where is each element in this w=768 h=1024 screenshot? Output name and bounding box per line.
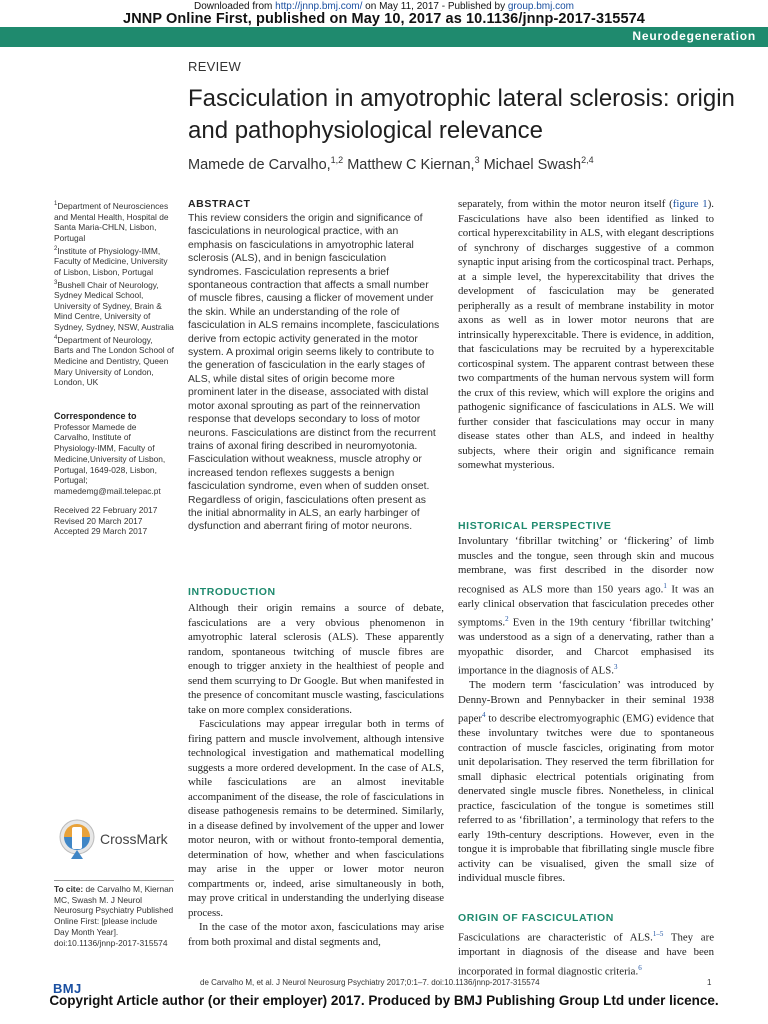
crossmark-icon	[58, 818, 96, 862]
origin-heading: ORIGIN OF FASCICULATION	[458, 912, 614, 924]
received-date: Received 22 February 2017	[54, 505, 158, 515]
abstract-text: This review considers the origin and significance of fasciculations in neurological practice, with an emphasis on fasciculations in amyotrophic lateral sclerosis (ALS), and in benign fasciculation syndromes. Fasciculation represents a brief spontaneous contraction that affects a small number of muscle fibres, causing a flicker of movement under the skin. While an understanding of the role of fasciculation in ALS remains incomplete, fasciculations derive from ectopic activity generated in the motor system. A proximal origin seems likely to contribute to the generation of fasciculation in the early stages of ALS, while distal sites of origin become more prominent later in the disease, associated with distal motor axonal sprouting as part of the reinnervation response that develops secondary to loss of motor neurons. Fasciculations are distinct from the recurrent trains of axonal firing described in neuromyotonia. Fasciculation without weakness, muscle atrophy or increased tendon reflexes suggests a benign fasciculation syndrome, even when of sudden onset. Regardless of origin, fasciculations often present as the initial abnormality in ALS, an early harbinger of dysfunction and aberrant firing of motor neurons.	[188, 213, 440, 533]
ref-4-link[interactable]: 4	[481, 711, 486, 720]
crossmark-label: CrossMark	[100, 831, 168, 847]
affiliation-2: $^2$Institute of Physiology-IMM, Faculty of Medicine, University of Lisbon, Lisbon, Portugal	[54, 245, 168, 277]
affiliation-1: $^1$Department of Neurosciences and Mental Health, Hospital de Santa Maria-CHLN, Lisbon, Portugal	[54, 200, 169, 243]
introduction-body	[188, 601, 444, 949]
accepted-date: Accepted 29 March 2017	[54, 526, 148, 537]
intro-continued-paragraph: separately, from within the motor neuron itself (figure 1). Fasciculations have also been identified as linked to cortical hyperexcitability in ALS, with elegant descriptions of synchrony of discharges suggestive of a common synaptic input arising from the corticospinal tract. Perhaps, at a simple level, the hyperexcitability that drives the development of fasciculation may be generated peripherally as a result of membrane instability in motor axons as well as in lower motor neurons that are intrinsically hyperexcitable. There is evidence, in addition, that fasciculations may be recruited by a hyperexcitable corticospinal system. The apparent contrast between these two compartments of the human nervous system will form the crux of this review, which will explore the origins and pathogenic significance of fasciculations in ALS. We will further consider that fasciculations may occur in many disease states other than ALS, and indeed in healthy subjects, where their origin and significance remain somewhat mysterious.	[458, 198, 714, 471]
section-label: Neurodegeneration	[632, 29, 756, 43]
download-middle: on May 11, 2017 - Published by	[362, 1, 508, 12]
origin-body	[458, 926, 714, 979]
cite-text: de Carvalho M, Kiernan MC, Swash M. J Neurol Neurosurg Psychiatry Published Online First: [please include Day Month Year]. doi:10.1136/jnnp-2017-315574	[54, 884, 174, 948]
citation-box	[54, 880, 174, 948]
historical-body	[458, 534, 714, 886]
correspondence-title: Correspondence to	[54, 411, 137, 421]
ref-3-link[interactable]: 3	[613, 663, 618, 672]
correspondence	[54, 411, 174, 497]
introduction-paragraph-1: Although their origin remains a source of debate, fasciculations are a very obvious phenomenon in amyotrophic lateral sclerosis (ALS). These apparently random, spontaneous twitching of muscle fibres are enough to trigger anxiety in the healthiest of people and send them scurrying to Dr Google. But when manifested in the presence of concomitant muscle wasting, fasciculations take on more complex considerations.	[188, 602, 444, 716]
affiliation-4: $^4$Department of Neurology, Barts and The London School of Medicine and Dentistry, Queen Mary University of London, London, UK	[54, 334, 174, 388]
abstract-heading: ABSTRACT	[188, 198, 251, 210]
affiliation-3: $^3$Bushell Chair of Neurology, Sydney Medical School, University of Sydney, Brain & Mind Centre, University of Sydney, Sydney, NSW, Australia	[54, 279, 174, 333]
figure-1-link[interactable]: figure 1	[672, 198, 708, 210]
revised-date: Revised 20 March 2017	[54, 515, 143, 526]
ref-2-link[interactable]: 2	[505, 615, 509, 624]
author-list: Mamede de Carvalho,$^{1,2}$ Matthew C Kiernan,$^3$ Michael Swash$^{2,4}$	[188, 155, 594, 173]
article-title: Fasciculation in amyotrophic lateral sclerosis: origin and pathophysiological relevance	[188, 85, 735, 144]
cite-label: To cite:	[54, 884, 84, 894]
online-first-notice: JNNP Online First, published on May 10, 2017 as 10.1136/jnnp-2017-315574	[123, 11, 645, 27]
historical-heading: HISTORICAL PERSPECTIVE	[458, 520, 612, 532]
introduction-paragraph-2: Fasciculations may appear irregular both in terms of firing pattern and muscle involvement, although intensive technological investigation and mathematical modelling suggests a more ordered development. In the case of ALS, while fasciculations are an almost inevitable accompaniment of the disease, the role of fasciculations in disease pathogenesis remains to be determined. Similarly, in a disease defined by involvement of the upper and lower motor neuron, with or without fronto-temporal dementia, determination of how, whether and when fasciculations may arise in the upper or lower motor neuron compartments or, indeed, arise simultaneously in both, may prove critical in understanding the underlying disease process.	[188, 718, 444, 919]
origin-paragraph-1: Fasciculations are characteristic of ALS.$^{1-5}$ They are important in diagnosis of the disease and have been incorporated in formal diagnostic criteria.$^6$	[458, 930, 714, 978]
journal-link[interactable]: http://jnnp.bmj.com/	[275, 1, 363, 12]
crossmark-badge[interactable]	[58, 816, 178, 872]
article-type: REVIEW	[188, 59, 242, 74]
bmj-logo: BMJ	[53, 981, 82, 996]
dates	[54, 505, 174, 537]
copyright-notice: Copyright Article author (or their employer) 2017. Produced by BMJ Publishing Group Ltd under licence.	[49, 993, 719, 1008]
ref-1-5-link[interactable]: 1–5	[652, 930, 664, 938]
column-3-body	[458, 197, 714, 473]
page-number: 1	[707, 978, 712, 987]
introduction-heading: INTRODUCTION	[188, 586, 276, 598]
download-prefix: Downloaded from	[193, 1, 276, 12]
affiliations	[54, 199, 174, 388]
correspondence-text: Professor Mamede de Carvalho, Institute of Physiology-IMM, Faculty of Medicine,University of Lisbon, Portugal, 1649-028, Lisbon, Portugal; mamedemg@mail.telepac.pt	[54, 421, 166, 496]
historical-paragraph-2: The modern term ‘fasciculation’ was introduced by Denny-Brown and Pennybacker in their seminal 1938 paper$^4$ to describe electromyographic (EMG) evidence that these involuntary twitches were due to spontaneous contraction of muscle fascicles, originating from motor unit depolarisation. They reserved the term fibrillation for small diphasic electrical potentials originating from denervated single muscle fibres. Nonetheless, in clinical practice, fasciculation of the tongue is sometimes still referred to as ‘fibrillation’, a terminology that refers to the early 19th-century descriptions. However, even in the tongue it is improbable that fibrillating single muscle fibre activity can be visualised, given the small size of individual muscle fibres.	[458, 679, 714, 885]
historical-paragraph-1: Involuntary ‘fibrillar twitching’ or ‘flickering’ of limb muscles and the tongue, seen through skin and mucous membrane, was first described in the disorder now recognised as ALS more than 150 years ago.$^1$ It was an early clinical observation that fasciculation precedes other symptoms.$^2$ Even in the 19th century ‘fibrillar twitching’ was understood as a sign of a denervating, rather than a myopathic disorder, and Charcot emphasised its importance in the diagnosis of ALS.$^3$	[458, 535, 714, 677]
ref-6-link[interactable]: 6	[638, 963, 642, 972]
ref-1-link[interactable]: 1	[663, 581, 667, 590]
footer-citation: de Carvalho M, et al. J Neurol Neurosurg Psychiatry 2017;0:1–7. doi:10.1136/jnnp-2017-315574	[200, 978, 540, 987]
publisher-link[interactable]: group.bmj.com	[507, 1, 575, 12]
introduction-paragraph-3: In the case of the motor axon, fasciculations may arise from both proximal and distal segments and,	[188, 921, 444, 948]
